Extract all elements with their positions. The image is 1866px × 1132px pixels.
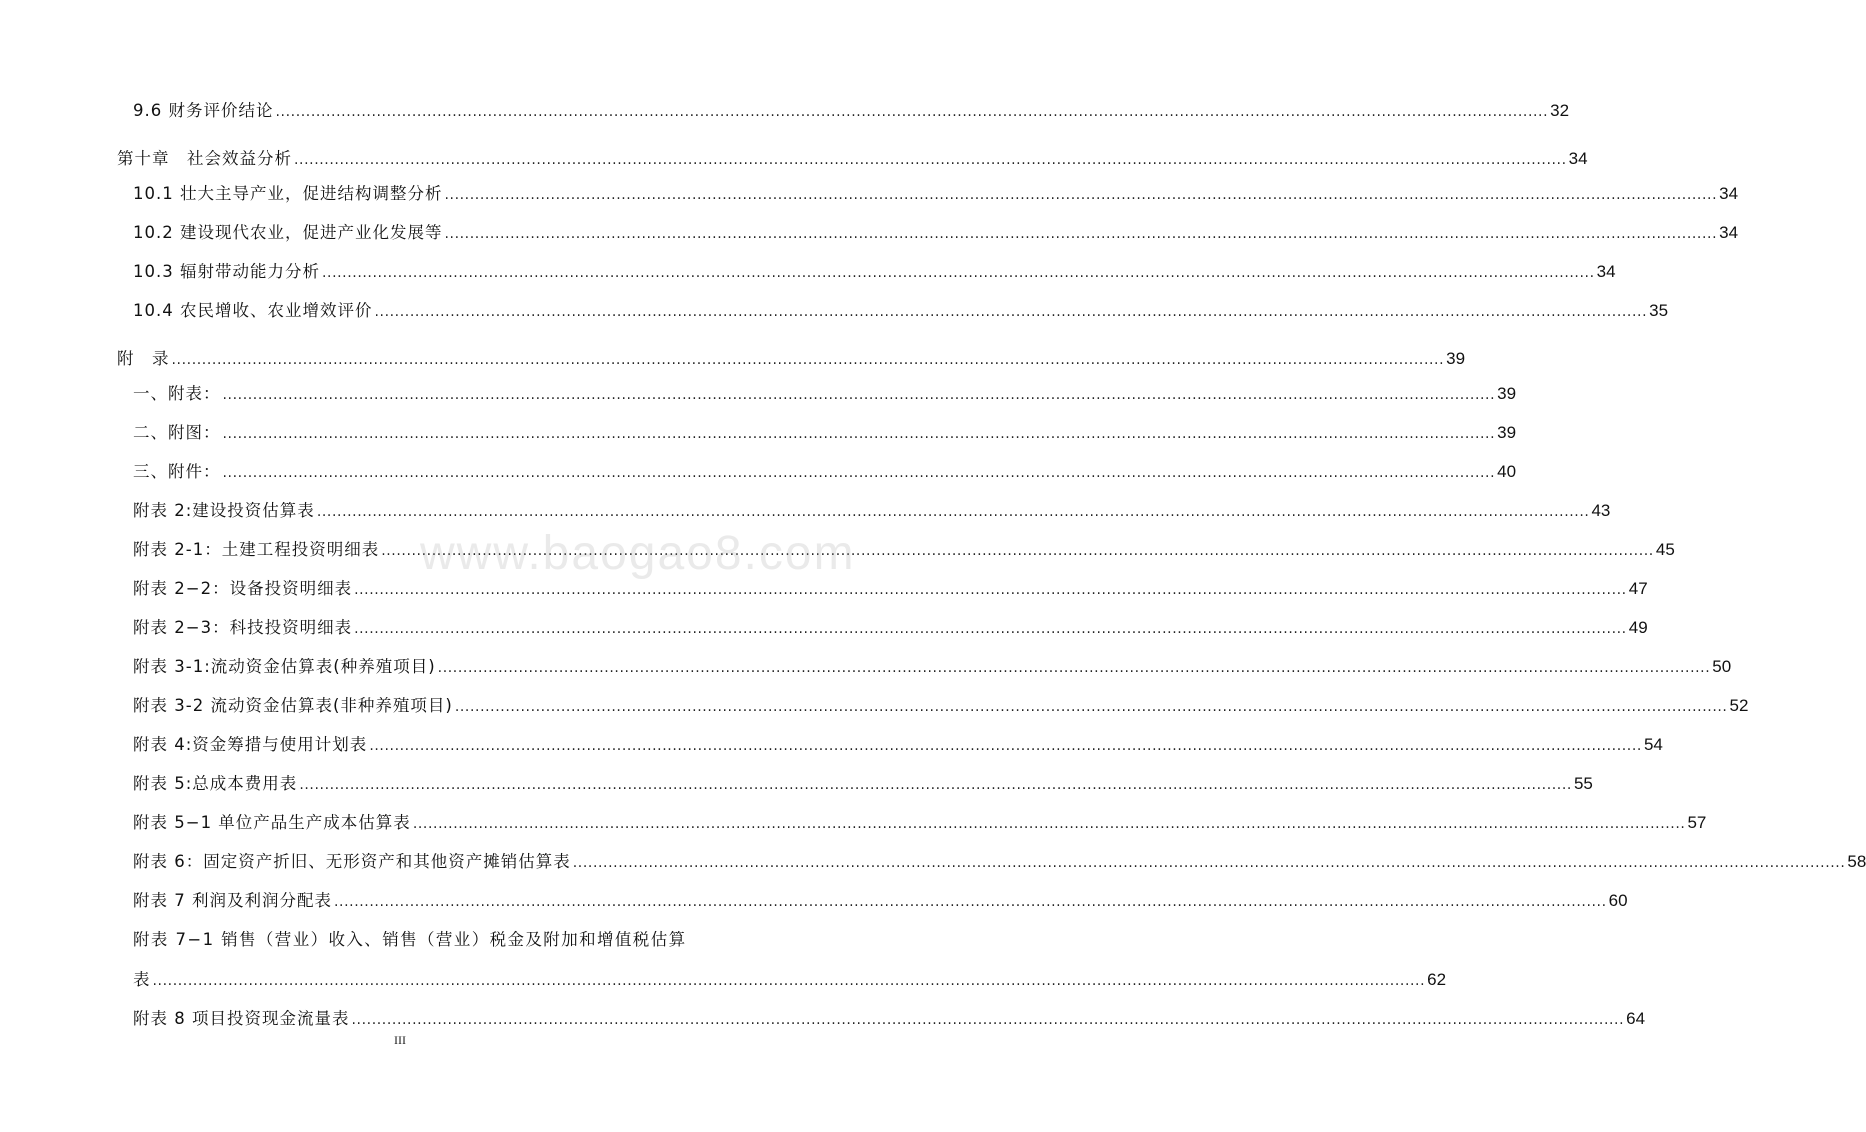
toc-entry-page: 32 <box>1550 101 1570 120</box>
dot-leader <box>455 696 1728 715</box>
dot-leader <box>294 149 1567 168</box>
dot-leader <box>444 223 1717 242</box>
toc-entry[interactable] <box>133 809 1707 833</box>
toc-entry[interactable] <box>133 380 1517 404</box>
toc-entry-page: 45 <box>1655 540 1675 559</box>
toc-entry[interactable] <box>117 145 1588 169</box>
toc-entry[interactable] <box>133 848 1866 872</box>
toc-entry-title: 附表 2−3：科技投资明细表 <box>133 618 353 637</box>
toc-entry[interactable] <box>133 653 1732 677</box>
toc-entry-page: 34 <box>1596 262 1616 281</box>
toc-entry[interactable] <box>133 731 1663 755</box>
toc-entry-title: 附 录 <box>117 349 170 368</box>
toc-entry-title: 附表 8 项目投资现金流量表 <box>133 1009 350 1028</box>
dot-leader <box>172 349 1445 368</box>
toc-entry-title: 第十章 社会效益分析 <box>117 149 292 168</box>
toc-entry-page: 55 <box>1573 774 1593 793</box>
toc-entry[interactable] <box>117 345 1466 369</box>
toc-entry[interactable] <box>133 258 1616 282</box>
toc-entry-title: 附表 7 利润及利润分配表 <box>133 891 332 910</box>
dot-leader <box>299 774 1572 793</box>
toc-entry-page: 49 <box>1628 618 1648 637</box>
toc-entry-title: 附表 6：固定资产折旧、无形资产和其他资产摊销估算表 <box>133 852 571 871</box>
toc-entry-wrapped-title[interactable]: 附表 7−1 销售（营业）收入、销售（营业）税金及附加和增值税估算 <box>133 930 687 949</box>
toc-entry-page: 50 <box>1712 657 1732 676</box>
dot-leader <box>322 262 1595 281</box>
toc-entry-title: 10.3 辐射带动能力分析 <box>133 262 320 281</box>
toc-entry-page: 34 <box>1719 184 1739 203</box>
toc-entry-page: 34 <box>1568 149 1588 168</box>
toc-entry-page: 39 <box>1497 384 1517 403</box>
toc-entry[interactable] <box>133 180 1739 204</box>
toc-entry-page: 57 <box>1687 813 1707 832</box>
page-number-footer: III <box>394 1033 406 1047</box>
toc-entry[interactable] <box>133 770 1593 794</box>
toc-entry-title: 附表 2−2：设备投资明细表 <box>133 579 353 598</box>
toc-entry-page: 52 <box>1729 696 1749 715</box>
toc-entry[interactable] <box>133 419 1517 443</box>
dot-leader <box>354 618 1627 637</box>
dot-leader <box>444 184 1717 203</box>
toc-entry[interactable] <box>133 458 1517 482</box>
dot-leader <box>352 1009 1625 1028</box>
toc-entry-page: 34 <box>1719 223 1739 242</box>
toc-entry-page: 58 <box>1847 852 1866 871</box>
watermark: www.baogao8.com <box>420 527 856 580</box>
dot-leader <box>369 735 1642 754</box>
toc-entry[interactable] <box>133 497 1611 521</box>
toc-entry-title: 附表 5−1 单位产品生产成本估算表 <box>133 813 411 832</box>
toc-entry-title: 附表 3-2 流动资金估算表(非种养殖项目) <box>133 696 453 715</box>
toc-entry-page: 47 <box>1628 579 1648 598</box>
toc-entry[interactable] <box>133 1005 1646 1029</box>
dot-leader <box>413 813 1686 832</box>
dot-leader <box>153 970 1426 989</box>
toc-entry[interactable] <box>133 97 1570 121</box>
toc-entry[interactable] <box>133 297 1669 321</box>
toc-entry-title: 10.2 建设现代农业，促进产业化发展等 <box>133 223 443 242</box>
dot-leader <box>354 579 1627 598</box>
dot-leader <box>223 384 1496 403</box>
dot-leader <box>573 852 1846 871</box>
toc-entry-title: 附表 2:建设投资估算表 <box>133 501 315 520</box>
toc-entry-title: 二、附图： <box>133 423 221 442</box>
toc-entry-page: 62 <box>1427 970 1447 989</box>
toc-entry[interactable] <box>133 887 1628 911</box>
dot-leader <box>438 657 1711 676</box>
toc-entry-title: 表 <box>133 970 151 989</box>
toc-entry[interactable] <box>133 614 1648 638</box>
toc-entry-title: 三、附件： <box>133 462 221 481</box>
toc-entry[interactable] <box>133 219 1739 243</box>
toc-entry-page: 43 <box>1591 501 1611 520</box>
toc-entry-page: 64 <box>1626 1009 1646 1028</box>
toc-entry-title: 9.6 财务评价结论 <box>133 101 274 120</box>
toc-entry[interactable] <box>133 966 1447 990</box>
dot-leader <box>223 423 1496 442</box>
toc-entry-title: 附表 3-1:流动资金估算表(种养殖项目) <box>133 657 436 676</box>
toc-entry-title: 附表 4:资金筹措与使用计划表 <box>133 735 368 754</box>
toc-entry-page: 35 <box>1649 301 1669 320</box>
toc-entry-page: 54 <box>1643 735 1663 754</box>
dot-leader <box>276 101 1549 120</box>
dot-leader <box>223 462 1496 481</box>
toc-entry-title: 附表 2-1：土建工程投资明细表 <box>133 540 380 559</box>
toc-entry-title: 附表 5:总成本费用表 <box>133 774 298 793</box>
dot-leader <box>334 891 1607 910</box>
toc-entry-page: 40 <box>1497 462 1517 481</box>
toc-entry-page: 60 <box>1608 891 1628 910</box>
dot-leader <box>374 301 1647 320</box>
toc-entry[interactable] <box>133 692 1749 716</box>
toc-entry-page: 39 <box>1446 349 1466 368</box>
toc-entry-page: 39 <box>1497 423 1517 442</box>
dot-leader <box>317 501 1590 520</box>
toc-entry-title: 10.1 壮大主导产业，促进结构调整分析 <box>133 184 443 203</box>
toc-entry-title: 一、附表： <box>133 384 221 403</box>
toc-entry-title: 10.4 农民增收、农业增效评价 <box>133 301 373 320</box>
